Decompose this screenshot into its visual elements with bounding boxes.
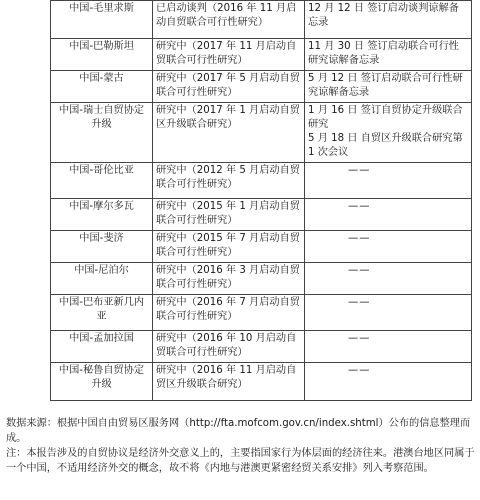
fta-progress-cell bbox=[305, 363, 472, 401]
fta-country-cell: 中国-摩尔多瓦 bbox=[51, 199, 153, 231]
progress-entry: 1 月 16 日 签订自贸协定升级联合研究 bbox=[308, 105, 463, 130]
table-row bbox=[51, 71, 472, 103]
fta-country-cell: 中国-秘鲁自贸协定升级 bbox=[51, 363, 153, 401]
fta-progress-cell bbox=[305, 39, 472, 71]
fta-progress-cell bbox=[305, 71, 472, 103]
fta-table bbox=[50, 0, 472, 401]
fta-status-cell: 研究中（2012 年 5 月启动自贸联合可行性研究） bbox=[153, 163, 305, 199]
data-source-note: 数据来源：根据中国自由贸易区服务网（http://fta.mofcom.gov.cn/index.shtml）公布的信息整理而成。 bbox=[6, 418, 471, 444]
fta-country-cell: 中国-斐济 bbox=[51, 231, 153, 263]
fta-status-cell: 研究中（2016 年 10 月启动自贸联合可行性研究） bbox=[153, 331, 305, 363]
fta-progress-cell bbox=[305, 199, 472, 231]
fta-country-cell: 中国-巴勒斯坦 bbox=[51, 39, 153, 71]
fta-status-cell: 研究中（2015 年 1 月启动自贸联合可行性研究） bbox=[153, 199, 305, 231]
fta-progress-cell bbox=[305, 1, 472, 39]
table-row bbox=[51, 1, 472, 39]
progress-entry: 5 月 12 日 签订启动联合可行性研究谅解备忘录 bbox=[308, 73, 463, 98]
fta-progress-cell bbox=[305, 295, 472, 331]
progress-entry: —— bbox=[348, 365, 371, 376]
scope-note: 注：本报告涉及的自贸协议是经济外交意义上的，主要指国家行为体层面的经济往来。港澳台地区同属于一个中国，不适用经济外交的概念，故不将《内地与港澳更紧密经贸关系安排》列入考察范围。 bbox=[6, 448, 475, 474]
table-row bbox=[51, 331, 472, 363]
fta-status-cell: 研究中（2016 年 11 月启动自贸区升级联合研究） bbox=[153, 363, 305, 401]
progress-entry: —— bbox=[348, 333, 371, 344]
progress-entry: —— bbox=[348, 265, 371, 276]
table-row bbox=[51, 199, 472, 231]
progress-entry: —— bbox=[348, 165, 371, 176]
fta-country-cell: 中国-孟加拉国 bbox=[51, 331, 153, 363]
progress-entry: 12 月 12 日 签订启动谈判谅解备忘录 bbox=[308, 3, 459, 28]
fta-country-cell: 中国-瑞士自贸协定升级 bbox=[51, 103, 153, 163]
progress-entry: —— bbox=[348, 297, 371, 308]
fta-progress-cell bbox=[305, 263, 472, 295]
fta-status-cell: 研究中（2017 年 11 月启动自贸联合可行性研究） bbox=[153, 39, 305, 71]
fta-table-body bbox=[51, 1, 472, 401]
fta-status-cell: 已启动谈判（2016 年 11 月启动自贸联合可行性研究） bbox=[153, 1, 305, 39]
table-row bbox=[51, 103, 472, 163]
table-row bbox=[51, 263, 472, 295]
fta-progress-cell bbox=[305, 103, 472, 163]
fta-status-cell: 研究中（2017 年 1 月启动自贸区升级联合研究） bbox=[153, 103, 305, 163]
table-row bbox=[51, 295, 472, 331]
progress-entry: —— bbox=[348, 233, 371, 244]
table-row bbox=[51, 363, 472, 401]
fta-progress-cell bbox=[305, 231, 472, 263]
fta-country-cell: 中国-毛里求斯 bbox=[51, 1, 153, 39]
table-row bbox=[51, 231, 472, 263]
fta-status-cell: 研究中（2015 年 7 月启动自贸联合可行性研究） bbox=[153, 231, 305, 263]
fta-country-cell: 中国-巴布亚新几内亚 bbox=[51, 295, 153, 331]
fta-progress-cell bbox=[305, 163, 472, 199]
fta-country-cell: 中国-哥伦比亚 bbox=[51, 163, 153, 199]
fta-status-cell: 研究中（2017 年 5 月启动自贸联合可行性研究） bbox=[153, 71, 305, 103]
progress-entry: 5 月 18 日 自贸区升级联合研究第 1 次会议 bbox=[308, 133, 463, 158]
fta-country-cell: 中国-蒙古 bbox=[51, 71, 153, 103]
fta-country-cell: 中国-尼泊尔 bbox=[51, 263, 153, 295]
table-row bbox=[51, 39, 472, 71]
fta-progress-cell bbox=[305, 331, 472, 363]
progress-entry: —— bbox=[348, 201, 371, 212]
fta-status-cell: 研究中（2016 年 7 月启动自贸联合可行性研究） bbox=[153, 295, 305, 331]
table-row bbox=[51, 163, 472, 199]
fta-status-cell: 研究中（2016 年 3 月启动自贸联合可行性研究） bbox=[153, 263, 305, 295]
progress-entry: 11 月 30 日 签订启动联合可行性研究谅解备忘录 bbox=[308, 41, 459, 66]
